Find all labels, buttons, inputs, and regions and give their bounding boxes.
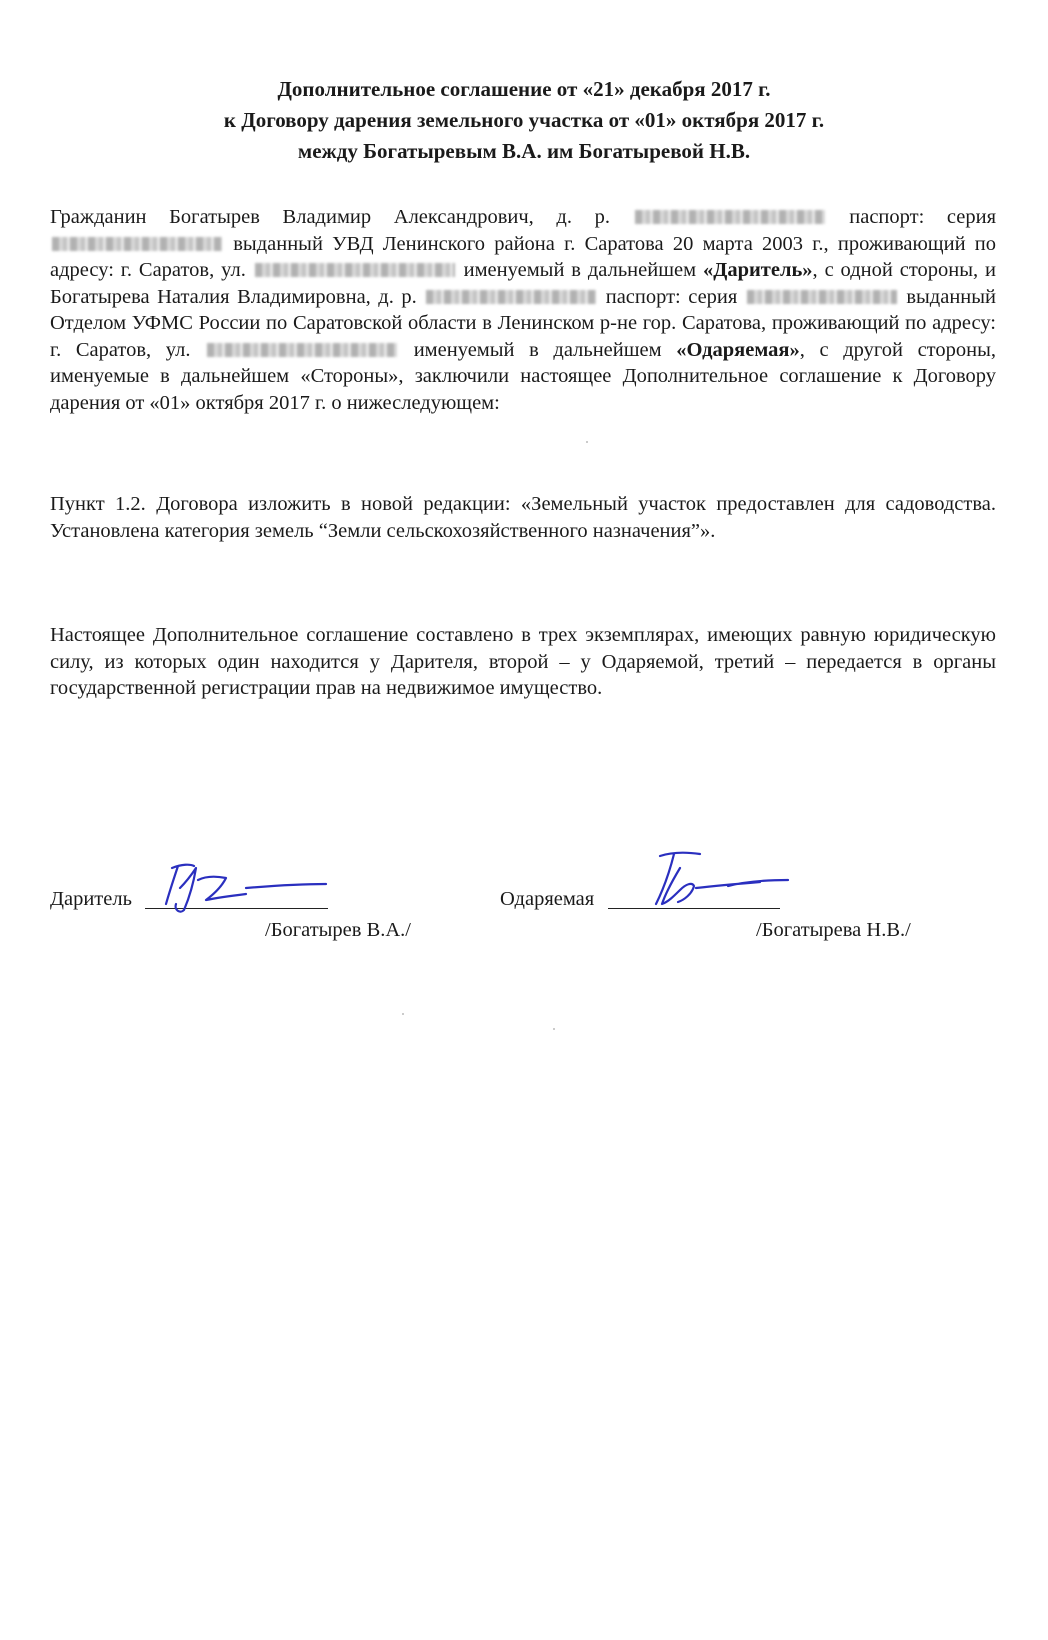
redacted-birthdate-donee <box>426 290 596 304</box>
scan-speck <box>553 1028 555 1030</box>
intro-text-7: выданный Отделом УФМС России по Саратовской области в Ленинском р-не гор. Саратова, проживающий по адресу: г. Саратов, ул. <box>50 285 997 361</box>
intro-text-2: паспорт: серия <box>849 206 997 228</box>
donee-signature-label: Одаряемая <box>500 888 595 910</box>
document-title <box>0 74 1048 167</box>
intro-text-4: именуемый в дальнейшем <box>463 259 697 281</box>
donor-name: /Богатырев В.А./ <box>265 919 412 941</box>
parties-paragraph <box>50 204 996 416</box>
intro-text-6: паспорт: серия <box>605 285 738 308</box>
intro-text-1: Гражданин Богатырев Владимир Александрович, д. р. <box>50 206 610 228</box>
title-line-2: к Договору дарения земельного участка от «01» октября 2017 г. <box>223 108 825 132</box>
donee-name: /Богатырева Н.В./ <box>756 919 911 941</box>
scan-speck <box>402 1013 404 1015</box>
donee-term: «Одаряемая» <box>676 338 800 361</box>
intro-text-8: именуемый в дальнейшем <box>413 338 662 361</box>
donee-signature <box>640 848 790 918</box>
closing-paragraph: Настоящее Дополнительное соглашение составлено в трех экземплярах, имеющих равную юридическую силу, из которых один находится у Дарителя, второй – у Одаряемой, третий – передается в органы государственной регистрации прав на недвижимое имущество. <box>50 624 996 699</box>
clause-paragraph: Пункт 1.2. Договора изложить в новой редакции: «Земельный участок предоставлен для садоводства. Установлена категория земель “Земли сельскохозяйственного назначения”». <box>50 493 996 542</box>
redacted-address-donor <box>255 263 455 277</box>
intro-text-9: , с другой стороны, именуемые в дальнейшем «Стороны», заключили настоящее Дополнительное соглашение к Договору дарения от «01» октября 2017 г. о нижеследующем: <box>50 338 996 414</box>
intro-text-3: выданный УВД Ленинского района г. Саратова 20 марта 2003 г., проживающий по адресу: г. Саратов, ул. <box>50 232 997 281</box>
donor-term: «Даритель» <box>702 259 813 281</box>
redacted-address-donee <box>207 343 397 357</box>
redacted-passport-donee <box>747 290 897 304</box>
title-line-3: между Богатыревым В.А. им Богатыревой Н.В. <box>297 139 751 163</box>
intro-text-5: , с одной стороны, и Богатырева Наталия Владимировна, д. р. <box>50 259 996 308</box>
donor-signature <box>150 860 330 920</box>
scan-speck <box>586 441 588 443</box>
redacted-passport-donor <box>52 237 222 251</box>
redacted-birthdate-donor <box>635 210 825 224</box>
donor-signature-label: Даритель <box>50 888 132 910</box>
title-line-1: Дополнительное соглашение от «21» декабря 2017 г. <box>277 77 771 101</box>
